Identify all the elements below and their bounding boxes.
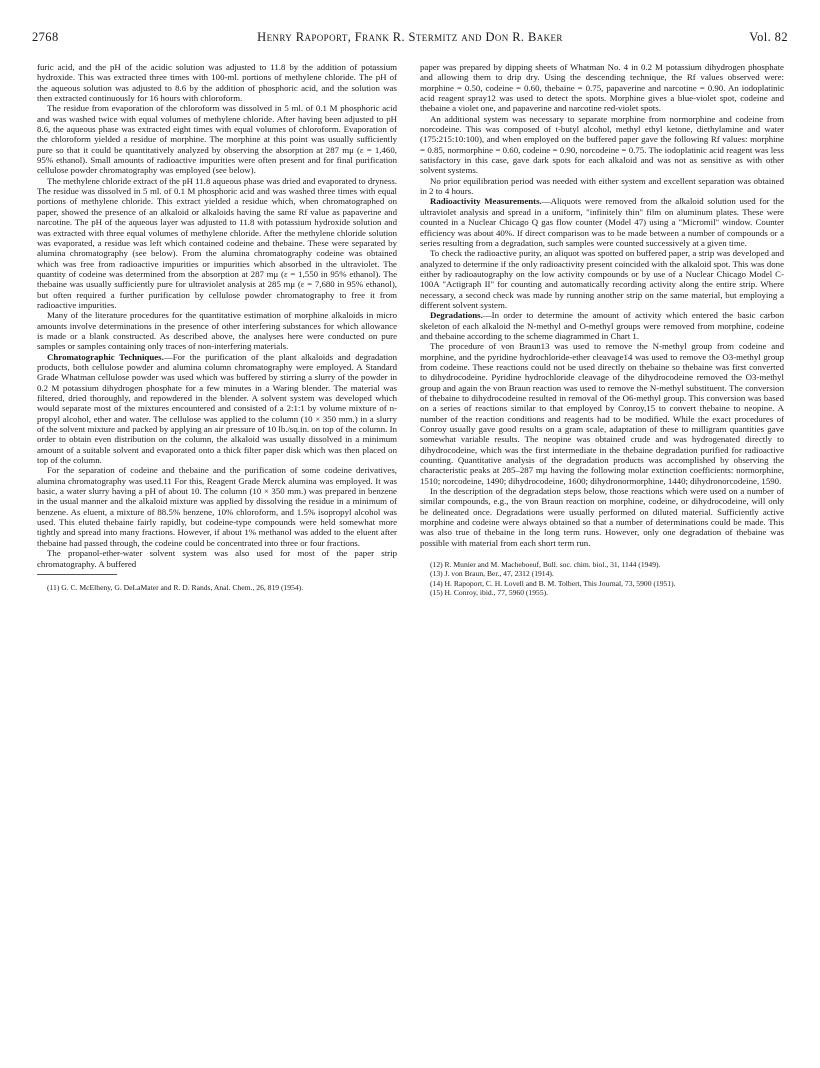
- paragraph: An additional system was necessary to separate morphine from normorphine and codeine from norcodeine. This was composed of t-butyl alcohol, methyl ethyl ketone, diethylamine and water (175:215:10:100), and when employed on the buffered paper gave the following Rf values: morphine = 0.85, normorphine = 0.60, codeine = 0.90, norcodeine = 0.75. The iodoplatinic acid reagent was less satisfactory in this case, gave dark spots for each alkaloid and was not as sensitive as with other solvent systems.: [420, 113, 784, 176]
- footnote-11: (11) G. C. McElheny, G. DeLaMater and R. D. Rands, Anal. Chem., 26, 819 (1954).: [47, 582, 304, 592]
- right-column: [420, 62, 784, 597]
- radioactivity-paragraph: [420, 196, 784, 248]
- paragraph: The procedure of von Braun13 was used to remove the N-methyl group from codeine and morphine, and the pyridine hydrochloride-ether cleavage14 was used to remove the O3-methyl group from codeine. These reactions could not be used directly on thebaine so thebaine was first converted to dihydrocodeine. Pyridine hydrochloride cleavage of the dihydrocodeine removed the O3-methyl group and again the von Braun reaction was used to remove the N-methyl substituent. The conversion of thebaine to dihydrocodeine resulted in removal of the O6-methyl group. This conversion was based on a series of reactions similar to that employed by Conroy,15 to convert thebaine to neopine. A number of the reaction conditions and reagents had to be modified. While the exact procedures of Conroy usually gave good results on a gram scale, adaptation of these to milligram quantities gave somewhat variable results. The neopine was obtained crude and was hydrogenated directly to dihydrocodeine, which was the first intermediate in the thebaine degradation purified for radioactive counting. Quantitative analysis of the degradation products was accomplished by observing the characteristic peaks at 285–287 mμ having the following molar extinction coefficients: normorphine, 1510; norcodeine, 1490; dihydrocodeine, 1600; dihydronormorphine, 1440; dihydronorcodeine, 1590.: [420, 341, 784, 486]
- paragraph: No prior equilibration period was needed with either system and excellent separation was obtained in 2 to 4 hours.: [420, 175, 784, 197]
- page-number: 2768: [32, 30, 59, 44]
- footnote-14: (14) H. Rapoport, C. H. Lovell and B. M. Tolbert, This Journal, 73, 5900 (1951).: [430, 578, 676, 588]
- paragraph: Many of the literature procedures for the quantitative estimation of morphine alkaloids in micro amounts involve determinations in the presence of other interfering substances for which allowance is made or a blank constructed. As described above, the analyses here were conducted on pure samples or samples containing only traces of non-interfering materials.: [37, 310, 397, 352]
- section-text: —In order to determine the amount of activity which entered the basic carbon skeleton of each alkaloid the N-methyl and O-methyl groups were removed from morphine, codeine and thebaine according to the scheme diagrammed in Chart 1.: [420, 310, 784, 341]
- volume-label: Vol. 82: [749, 30, 788, 44]
- footnote-13: (13) J. von Braun, Ber., 47, 2312 (1914).: [430, 569, 554, 579]
- paragraph: furic acid, and the pH of the acidic solution was adjusted to 11.8 by the addition of potassium hydroxide. This was extracted three times with 100-ml. portions of methylene chloride. The pH of the aqueous solution was adjusted to 8.6 by the addition of phosphoric acid, and the solution was then extracted continuously for 16 hours with chloroform.: [37, 62, 397, 104]
- paragraph: The methylene chloride extract of the pH 11.8 aqueous phase was dried and evaporated to dryness. The residue was dissolved in 5 ml. of 0.1 M phosphoric acid and was washed three times with equal portions of methylene chloride. This extract yielded a residue which, when chromatographed on paper, showed the presence of an alkaloid or alkaloids having the same Rf value as papaverine and narcotine. The pH of the aqueous layer was adjusted to 11.8 with potassium hydroxide solution and was extracted with three equal volumes of methylene chloride. After the methylene chloride solution was evaporated, a residue was left which contained codeine and thebaine. These were separated by alumina chromatography (see below). From the alumina chromatography codeine was obtained which was free from radioactive impurities or impurities which absorbed in the ultraviolet. The quantity of codeine was determined from the absorption at 287 mμ (ε = 1,550 in 95% ethanol). The thebaine was usually sufficiently pure for ultraviolet analysis at 285 mμ (ε = 7,680 in 95% ethanol), but often required a further purification by cellulose powder chromatography to free it from radioactive impurities.: [37, 175, 397, 310]
- section-text: —For the purification of the plant alkaloids and degradation products, both cellulose powder and alumina column chromatography were employed. A Standard Grade Whatman cellulose powder was used which was buffered by stirring a slurry of the powder in 0.2 M potassium dihydrogen phosphate for a few minutes in a Waring blender. The material was filtered, dried thoroughly, and repowdered in the blender. A solvent system was developed which would separate most of the mixtures encountered and consisted of a 2:1:1 by volume mixture of n-propyl alcohol, ether and water. The cellulose was applied to the column (10 × 350 mm.) in a slurry of the solvent mixture and packed by applying an air pressure of 10 lb./sq.in. on top of the column. In order to obtain even distribution on the column, the alkaloid was usually dissolved in a minimum amount of a suitable solvent and evaporated onto a thick filter paper disk which was then placed on top of the column.: [37, 351, 397, 466]
- section-heading-radioactivity: Radioactivity Measurements.: [430, 196, 542, 207]
- paragraph: In the description of the degradation steps below, those reactions which were used on a number of similar compounds, e.g., the von Braun reaction on morphine, codeine, or dihydrocodeine, will only be delineated once. Degradations were usually performed on diluted material. Sufficiently active morphine and codeine were always obtained so that a number of determinations could be made. This was also true of thebaine in the long term runs. However, only one degradation of thebaine was possible with material from each short term run.: [420, 486, 784, 548]
- section-heading-degradations: Degradations.: [430, 310, 483, 321]
- paragraph: To check the radioactive purity, an aliquot was spotted on buffered paper, a strip was developed and analyzed to determine if the only radioactivity present coincided with the alkaloid spot. This was done either by radioautography on the low activity compounds or by use of a Nuclear Chicago Model C-100A "Actigraph II" for counting and automatically recording activity along the entire strip. Where necessary, a second check was made by running another strip on the same material, but employing a different solvent system.: [420, 248, 784, 310]
- page-header: [32, 30, 788, 48]
- footnote-12: (12) R. Munier and M. Macheboeuf, Bull. soc. chim. biol., 31, 1144 (1949).: [430, 560, 661, 570]
- paragraph: The propanol-ether-water solvent system was also used for most of the paper strip chromatography. A buffered: [37, 548, 397, 569]
- section-text: —Aliquots were removed from the alkaloid solution used for the ultraviolet analysis and spread in a uniform, "infinitely thin" film on aluminum plates. These were counted in a Nuclear Chicago Q gas flow counter (Model 47) using a "Micromil" window. Counter efficiency was about 40%. If direct comparison was to be made between a number of compounds or a series resulting from a degradation, such samples were counted successively at a given time.: [420, 196, 784, 248]
- footnotes-right: [420, 560, 784, 597]
- paragraph: For the separation of codeine and thebaine and the purification of some codeine derivatives, alumina chromatography was used.11 For this, Reagent Grade Merck alumina was employed. It was basic, a water slurry having a pH of about 10. The column (10 × 350 mm.) was prepared in benzene in the usual manner and the alkaloid mixture was applied by dissolving the residue in a minimum of benzene. As eluent, a mixture of 88.5% benzene, 10% chloroform, and 1.5% isopropyl alcohol was used. This eluted thebaine fairly rapidly, but codeine-type compounds were held somewhat more tightly and spread into many fractions. However, if about 1% methanol was added to the eluent after thebaine had passed through, the codeine could be concentrated into three or four fractions.: [37, 465, 397, 548]
- section-heading-chromatographic: Chromatographic Techniques.: [47, 351, 164, 362]
- chromatographic-paragraph: [37, 352, 397, 466]
- paragraph: The residue from evaporation of the chloroform was dissolved in 5 ml. of 0.1 M phosphoric acid and was washed twice with equal volumes of methylene chloride. After having been adjusted to pH 8.6, the aqueous phase was extracted eight times with equal volumes of chloroform. Evaporation of the chloroform yielded a residue of morphine. The morphine at this point was usually sufficiently pure so that it could be quantitatively analyzed by observing the absorption at 287 mμ (ε = 1,460, 95% ethanol). Small amounts of radioactive impurities were often present and for final purification cellulose powder chromatography was employed (see below).: [37, 103, 397, 176]
- degradations-paragraph: [420, 310, 784, 341]
- running-title-authors: Henry Rapoport, Frank R. Stermitz and Don R. Baker: [257, 30, 563, 44]
- footnote-rule: [37, 574, 117, 575]
- footnotes-left: [37, 583, 397, 592]
- paragraph: paper was prepared by dipping sheets of Whatman No. 4 in 0.2 M potassium dihydrogen phosphate and allowing them to drip dry. Using the descending technique, the Rf values observed were: morphine = 0.50, codeine = 0.60, thebaine = 0.75, papaverine and narcotine = 0.90. An iodoplatinic acid reagent spray12 was used to detect the spots. Morphine gives a blue-violet spot, codeine and thebaine a violet one, and papaverine and narcotine red-violet spots.: [420, 62, 784, 114]
- left-column: [37, 62, 397, 592]
- footnote-15: (15) H. Conroy, ibid., 77, 5960 (1955).: [430, 587, 549, 597]
